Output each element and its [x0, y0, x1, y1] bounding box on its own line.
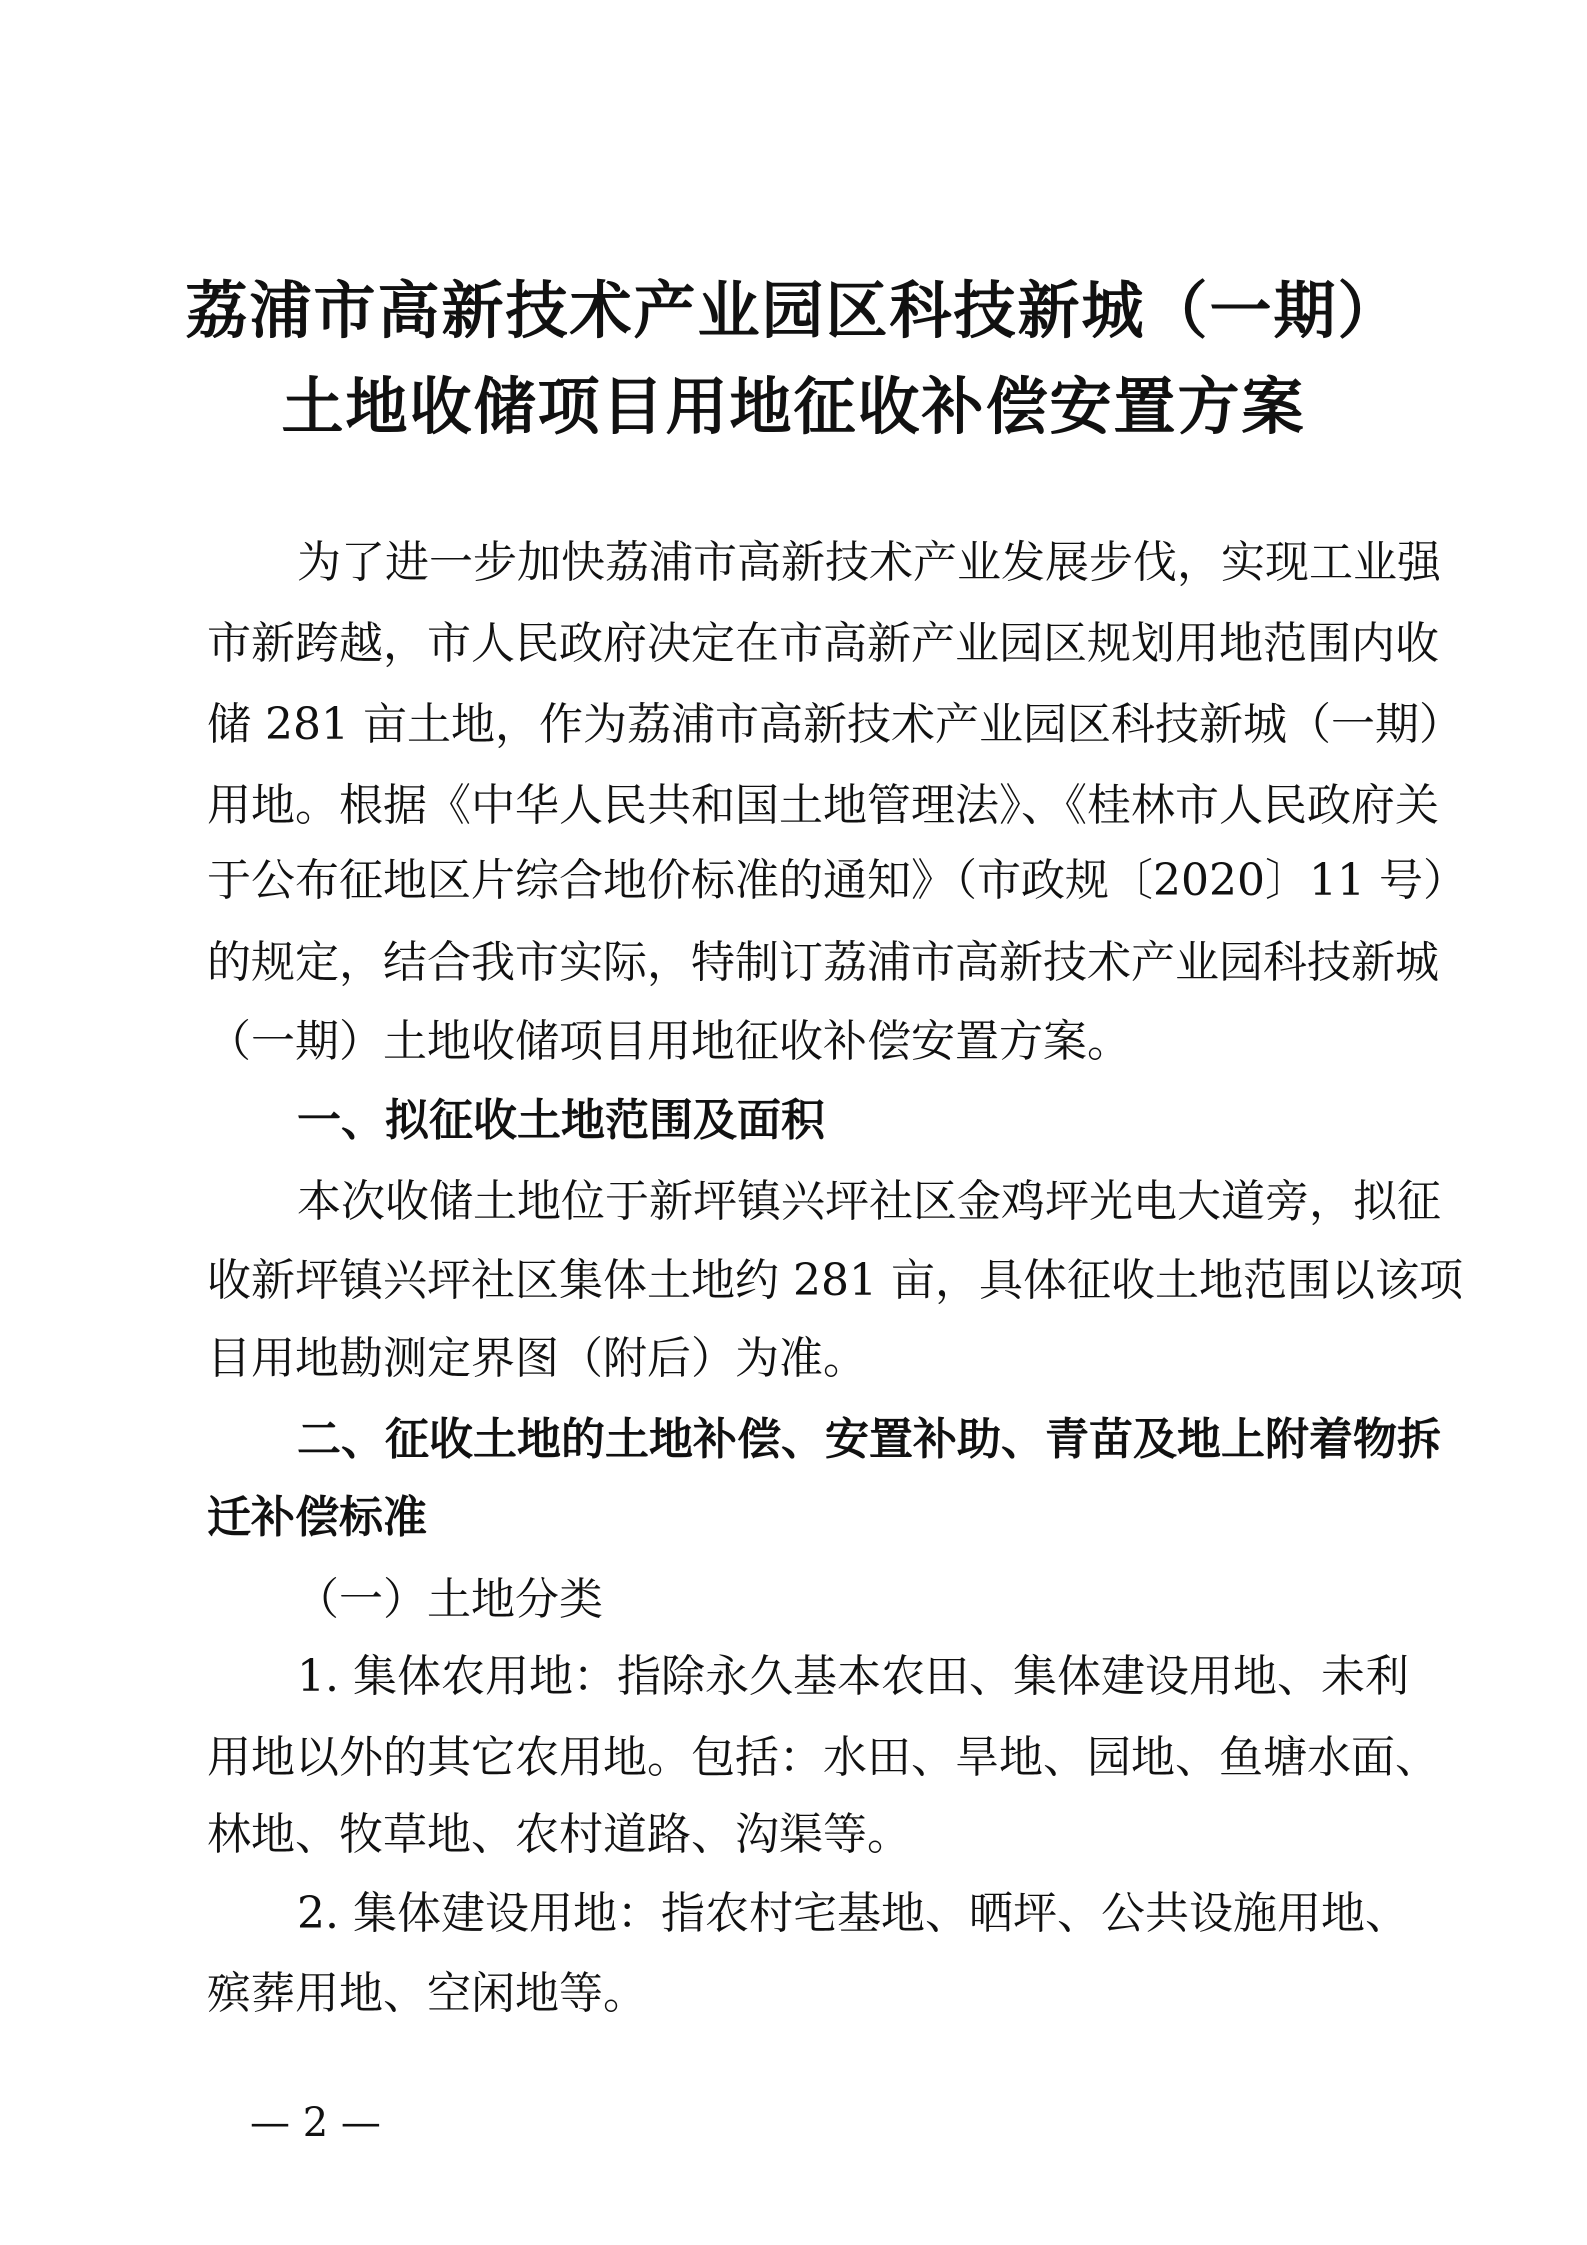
intro-line: 为了进一步加快荔浦市高新技术产业发展步伐，实现工业强	[297, 537, 1441, 588]
section-1-line: 目用地勘测定界图（附后）为准。	[207, 1333, 867, 1384]
section-1-line: 收新坪镇兴坪社区集体土地约 281 亩，具体征收土地范围以该项	[207, 1255, 1463, 1306]
document-title-line-1: 荔浦市高新技术产业园区科技新城（一期）	[185, 274, 1402, 347]
section-2-heading-line-2: 迁补偿标准	[207, 1492, 427, 1543]
intro-line: 市新跨越，市人民政府决定在市高新产业园区规划用地范围内收	[207, 618, 1439, 669]
item-1-line: 林地、牧草地、农村道路、沟渠等。	[207, 1809, 911, 1860]
intro-line: 用地。根据《中华人民共和国土地管理法》、《桂林市人民政府关	[207, 780, 1439, 831]
document-title-line-2: 土地收储项目用地征收补偿安置方案	[281, 370, 1306, 443]
intro-line: 的规定，结合我市实际，特制订荔浦市高新技术产业园科技新城	[207, 937, 1439, 988]
intro-line: （一期）土地收储项目用地征收补偿安置方案。	[207, 1016, 1131, 1067]
section-2-heading-line-1: 二、征收土地的土地补偿、安置补助、青苗及地上附着物拆	[297, 1414, 1441, 1465]
page-number: — 2 —	[250, 2100, 381, 2146]
item-2-line: 殡葬用地、空闲地等。	[207, 1968, 647, 2019]
section-1-line: 本次收储土地位于新坪镇兴坪社区金鸡坪光电大道旁，拟征	[297, 1176, 1441, 1227]
intro-line: 储 281 亩土地，作为荔浦市高新技术产业园区科技新城（一期）	[207, 699, 1463, 750]
item-1-line: 1. 集体农用地：指除永久基本农田、集体建设用地、未利	[297, 1651, 1409, 1702]
item-2-line: 2. 集体建设用地：指农村宅基地、晒坪、公共设施用地、	[297, 1888, 1409, 1939]
intro-line: 于公布征地区片综合地价标准的通知》（市政规〔2020〕11 号）	[207, 855, 1467, 906]
section-1-heading: 一、拟征收土地范围及面积	[297, 1095, 825, 1146]
item-1-line: 用地以外的其它农用地。包括：水田、旱地、园地、鱼塘水面、	[207, 1732, 1439, 1783]
subsection-1-heading: （一）土地分类	[295, 1574, 603, 1625]
